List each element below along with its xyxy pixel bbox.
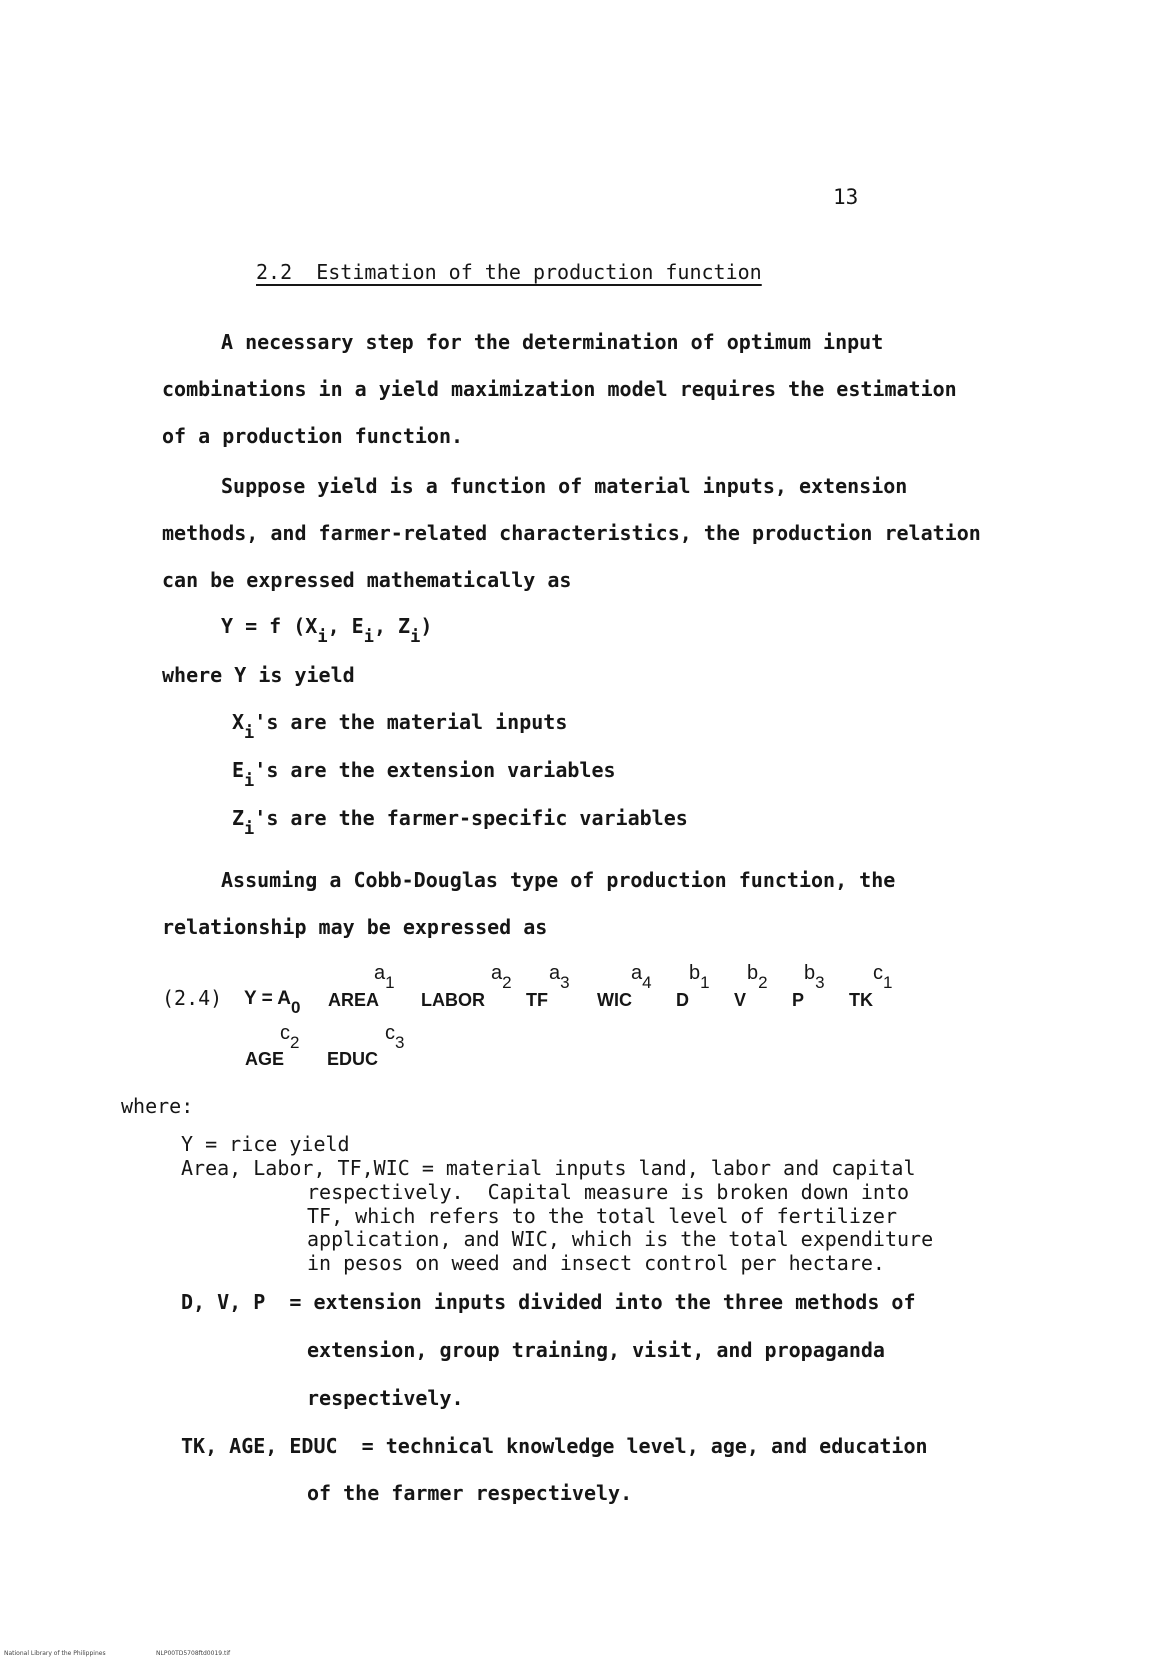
paragraph-line: of a production function. (162, 424, 464, 448)
exponent-a4: $a_4$ (631, 962, 652, 992)
term-area: AREA (328, 990, 380, 1010)
function-equation: Y = f ($X_i$, $E_i$, $Z_i$) (221, 614, 433, 647)
section-heading: 2.2 Estimation of the production function (256, 260, 762, 284)
definition-dvp-line: respectively. (307, 1386, 464, 1410)
exponent-a2: $a_2$ (491, 962, 512, 992)
exponent-c1: $c_1$ (873, 962, 893, 992)
paragraph-line: combinations in a yield maximization model requires the estimation (162, 377, 957, 401)
paragraph-line: relationship may be expressed as (162, 915, 548, 939)
definition-dvp-line: D, V, P = extension inputs divided into the three methods of (181, 1290, 916, 1314)
equation-lhs: Y = A0 (244, 988, 301, 1017)
exponent-a3: $a_3$ (549, 962, 570, 992)
paragraph-line: can be expressed mathematically as (162, 568, 572, 592)
page-number: 13 (833, 185, 859, 209)
exponent-a1: $a_1$ (374, 962, 395, 992)
var-def-x: $X_i's$ are the material inputs (232, 710, 568, 743)
definition-tk-line: TK, AGE, EDUC = technical knowledge level, age, and education (181, 1434, 928, 1458)
definition-inputs-line: Area, Labor, TF,WIC = material inputs land, labor and capital (181, 1156, 916, 1180)
term-educ: EDUC (327, 1049, 379, 1069)
term-tk: TK (849, 990, 873, 1010)
term-wic: WIC (597, 990, 632, 1010)
where-label: where: (121, 1094, 194, 1118)
term-v: V (734, 990, 747, 1010)
exponent-c2: $c_2$ (280, 1022, 300, 1052)
definition-inputs-line: in pesos on weed and insect control per hectare. (307, 1251, 885, 1275)
footer-file: NLP00TD5708ftd0019.tif (156, 1650, 231, 1657)
term-labor: LABOR (421, 990, 485, 1010)
term-age: AGE (245, 1049, 285, 1069)
term-d: D (676, 990, 689, 1010)
term-tf: TF (526, 990, 548, 1010)
paragraph-line: Assuming a Cobb-Douglas type of production function, the (221, 868, 896, 892)
exponent-c3: $c_3$ (385, 1022, 405, 1052)
definition-dvp-line: extension, group training, visit, and propaganda (307, 1338, 885, 1362)
where-y-line: where Y is yield (162, 663, 355, 687)
footer-library: National Library of the Philippines (4, 1650, 106, 1657)
definition-tk-line: of the farmer respectively. (307, 1481, 633, 1505)
paragraph-line: Suppose yield is a function of material inputs, extension (221, 474, 908, 498)
term-p: P (792, 990, 805, 1010)
exponent-b3: $b_3$ (804, 962, 825, 992)
paragraph-line: methods, and farmer-related characteristics, the production relation (162, 521, 981, 545)
definition-inputs-line: application, and WIC, which is the total expenditure (307, 1227, 934, 1251)
definition-y: Y = rice yield (181, 1132, 350, 1156)
exponent-b2: $b_2$ (747, 962, 768, 992)
definition-inputs-line: respectively. Capital measure is broken down into (307, 1180, 910, 1204)
paragraph-line: A necessary step for the determination of optimum input (221, 330, 884, 354)
definition-inputs-line: TF, which refers to the total level of fertilizer (307, 1204, 898, 1228)
equation-label: (2.4) (162, 986, 223, 1010)
var-def-z: $Z_i's$ are the farmer-specific variables (232, 806, 688, 839)
exponent-b1: $b_1$ (689, 962, 710, 992)
var-def-e: $E_i's$ are the extension variables (232, 758, 616, 791)
